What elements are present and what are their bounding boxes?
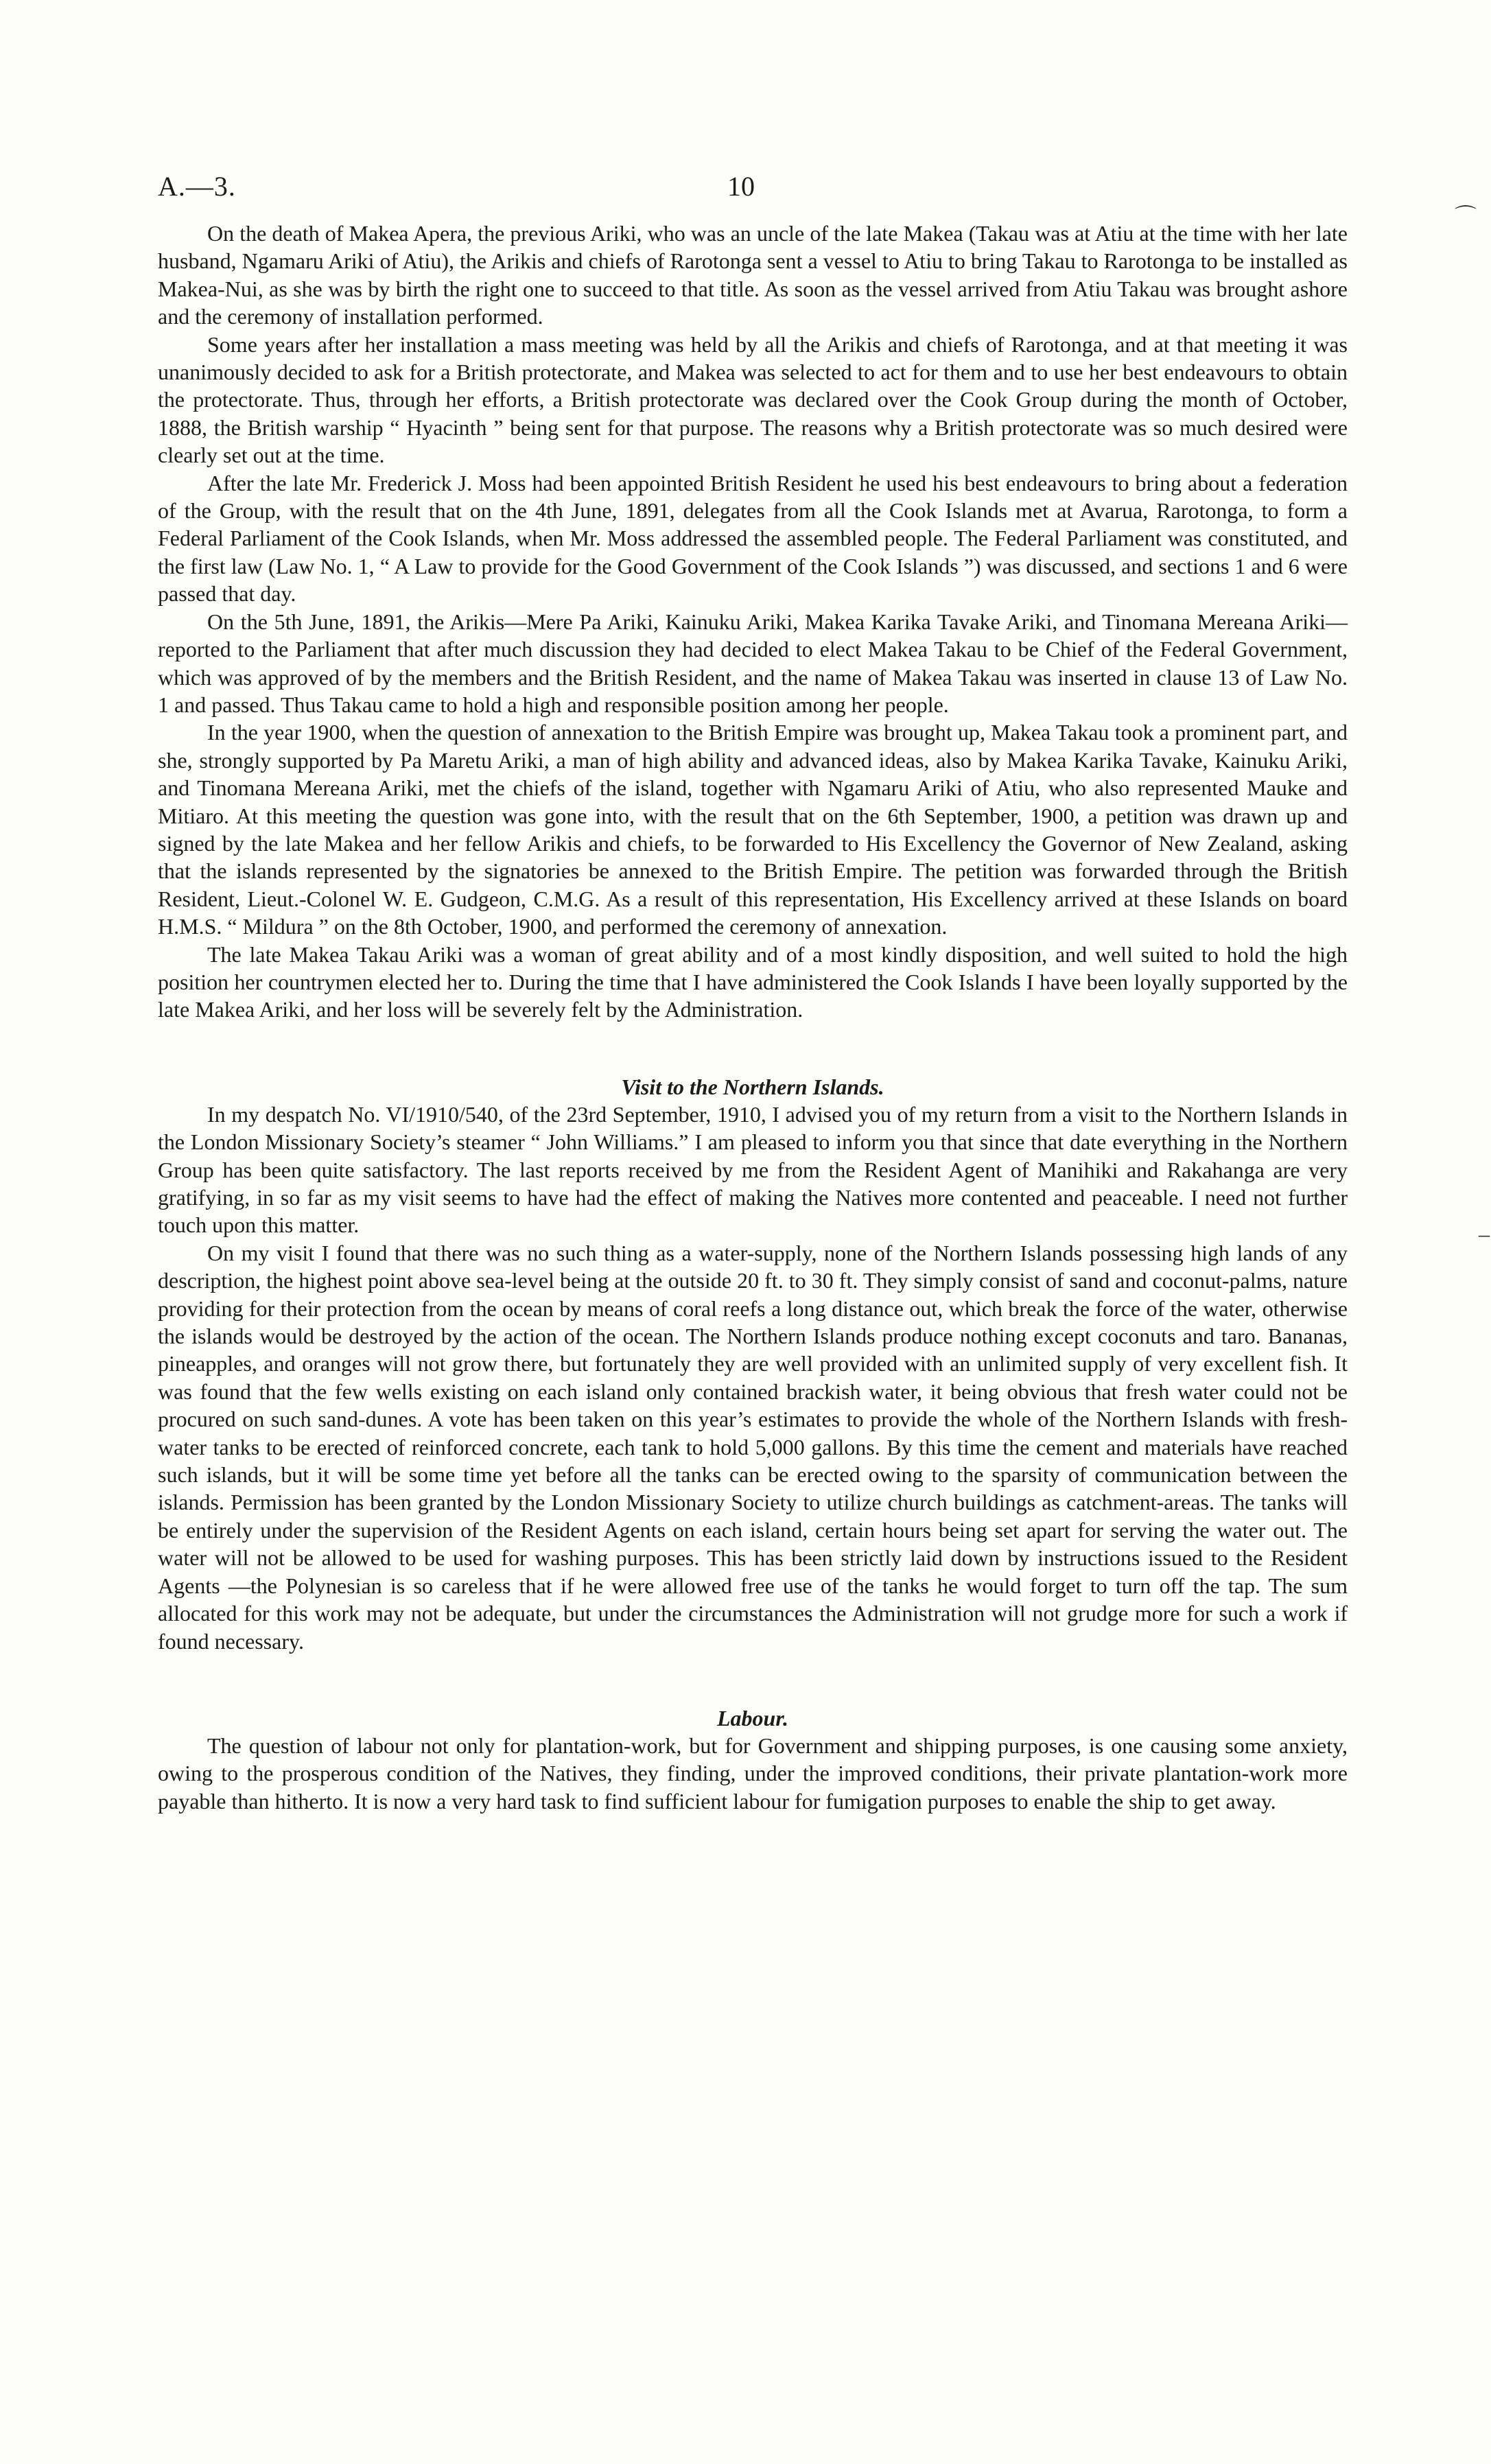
section-title: Visit to the Northern Islands. (621, 1074, 884, 1099)
paragraph: In my despatch No. VI/1910/540, of the 23rd September, 1910, I advised you of my return from a visit to the Northern Islands in the London Missionary Society’s steamer “ John Williams.” I am pleased to inform you that since that date everything in the Northern Group has been quite satisfactory. The last reports received by me from the Resident Agent of Manihiki and Rakahanga are very gratifying, in so far as my visit seems to have had the effect of making the Natives more contented and peaceable. I need not further touch upon this matter. (158, 1101, 1348, 1238)
section-title: Labour. (716, 1705, 789, 1730)
paragraph: On my visit I found that there was no such thing as a water-supply, none of the Northern Islands possessing high lands of any description, the highest point above sea-level being at the outside 20 ft. to 30 ft. They simply consist of sand and coconut-palms, nature providing for their protection from the ocean by means of coral reefs a long distance out, which break the force of the water, otherwise the islands would be destroyed by the action of the ocean. The Northern Islands produce nothing except coconuts and taro. Bananas, pineapples, and oranges will not grow there, but fortunately they are well provided with an unlimited supply of very excellent fish. It was found that the few wells existing on each island only contained brackish water, it being obvious that fresh water could not be procured on such sand-dunes. A vote has been taken on this year’s estimates to provide the whole of the Northern Islands with fresh-water tanks to be erected of reinforced concrete, each tank to hold 5,000 gallons. By this time the cement and materials have reached such islands, but it will be some time yet before all the tanks can be erected owing to the sparsity of communication between the islands. Permission has been granted by the London Missionary Society to utilize church buildings as catchment-areas. The tanks will be entirely under the supervision of the Resident Agents on each island, certain hours being set apart for serving the water out. The water will not be allowed to be used for washing purposes. This has been strictly laid down by instructions issued to the Resident Agents —the Polynesian is so careless that if he were allowed free use of the tanks he would forget to turn off the tap. The sum allocated for this work may not be adequate, but under the circumstances the Administration will not grudge more for such a work if found necessary. (158, 1240, 1348, 1654)
margin-mark: ⌒ (1455, 204, 1477, 228)
paragraph: In the year 1900, when the question of annexation to the British Empire was brought up, Makea Takau took a prominent part, and she, strongly supported by Pa Maretu Ariki, a man of high ability and advanced ideas, also by Makea Karika Tavake, Kainuku Ariki, and Tinomana Mereana Ariki, met the chiefs of the island, together with Ngamaru Ariki of Atiu, who also represented Mauke and Mitiaro. At this meeting the question was gone into, with the result that on the 6th September, 1900, a petition was drawn up and signed by the late Makea and her fellow Arikis and chiefs, to be forwarded to His Excellency the Governor of New Zealand, asking that the islands represented by the signatories be annexed to the British Empire. The petition was forwarded through the British Resident, Lieut.-Colonel W. E. Gudgeon, C.M.G. As a result of this representation, His Excellency arrived at these Islands on board H.M.S. “ Mildura ” on the 8th October, 1900, and performed the ceremony of annexation. (158, 720, 1348, 939)
document-reference: A.—3. (158, 171, 236, 202)
document-page (158, 165, 1348, 1815)
section-northern-islands (158, 1073, 1348, 1655)
paragraph: The question of labour not only for plantation-work, but for Government and shipping purposes, is one causing some anxiety, owing to the prosperous condition of the Natives, they finding, under the improved conditions, their private plantation-work more payable than hitherto. It is now a very hard task to find sufficient labour for fumigation purposes to enable the ship to get away. (158, 1733, 1348, 1814)
section-makea (158, 220, 1348, 1024)
margin-mark: – (1479, 1221, 1490, 1246)
paragraph: Some years after her installation a mass meeting was held by all the Arikis and chiefs of Rarotonga, and at that meeting it was unanimously decided to ask for a British protectorate, and Makea was selected to act for them and to use her best endeavours to obtain the protectorate. Thus, through her efforts, a British protectorate was declared over the Cook Group during the month of October, 1888, the British warship “ Hyacinth ” being sent for that purpose. The reasons why a British protectorate was so much desired were clearly set out at the time. (158, 331, 1348, 468)
document-body (158, 220, 1348, 1815)
paragraph: On the 5th June, 1891, the Arikis—Mere Pa Ariki, Kainuku Ariki, Makea Karika Tavake Ariki, and Tinomana Mereana Ariki—reported to the Parliament that after much discussion they had decided to elect Makea Takau to be Chief of the Federal Government, which was approved of by the members and the British Resident, and the name of Makea Takau was inserted in clause 13 of Law No. 1 and passed. Thus Takau came to hold a high and responsible position among her people. (158, 609, 1348, 717)
section-labour (158, 1704, 1348, 1815)
paragraph: The late Makea Takau Ariki was a woman of great ability and of a most kindly disposition, and well suited to hold the high position her countrymen elected her to. During the time that I have administered the Cook Islands I have been loyally supported by the late Makea Ariki, and her loss will be severely felt by the Administration. (158, 941, 1348, 1022)
paragraph: On the death of Makea Apera, the previous Ariki, who was an uncle of the late Makea (Takau was at Atiu at the time with her late husband, Ngamaru Ariki of Atiu), the Arikis and chiefs of Rarotonga sent a vessel to Atiu to bring Takau to Rarotonga to be installed as Makea-Nui, as she was by birth the right one to succeed to that title. As soon as the vessel arrived from Atiu Takau was brought ashore and the ceremony of installation performed. (158, 221, 1348, 329)
page-header (158, 165, 1348, 220)
page-number: 10 (727, 171, 755, 202)
paragraph: After the late Mr. Frederick J. Moss had been appointed British Resident he used his best endeavours to bring about a federation of the Group, with the result that on the 4th June, 1891, delegates from all the Cook Islands met at Avarua, Rarotonga, to form a Federal Parliament of the Cook Islands, when Mr. Moss addressed the assembled people. The Federal Parliament was constituted, and the first law (Law No. 1, “ A Law to provide for the Good Government of the Cook Islands ”) was discussed, and sections 1 and 6 were passed that day. (158, 470, 1348, 607)
